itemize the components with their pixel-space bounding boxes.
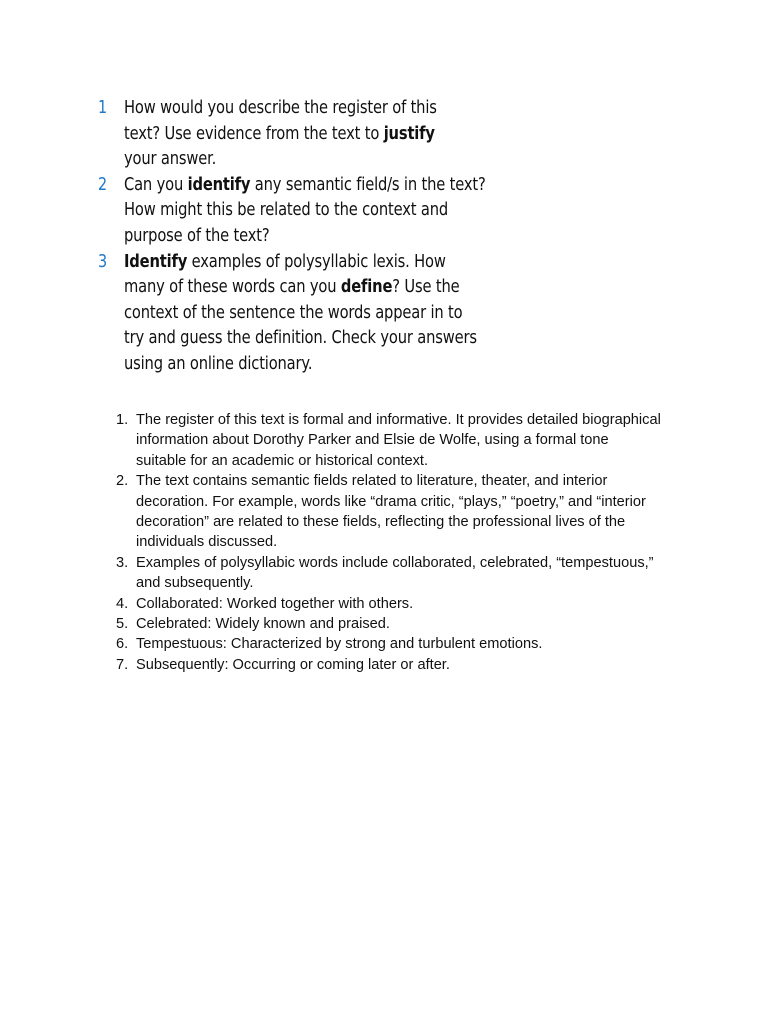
answer-number-cell (108, 594, 136, 614)
question-segment: try and guess the definition. Check your answers (124, 328, 477, 349)
question-line (124, 96, 558, 122)
question-segment: text? Use evidence from the text to (124, 123, 384, 144)
answer-number-cell (108, 634, 136, 654)
answer-item (108, 410, 688, 471)
answer-number: 4. (116, 595, 129, 612)
answer-number-cell (108, 614, 136, 634)
question-number: 1 (98, 98, 108, 118)
answer-text (136, 634, 688, 654)
question-line (124, 198, 558, 224)
question-segment: your answer. (124, 149, 217, 170)
answer-number: 5. (116, 616, 129, 633)
answer-number: 7. (116, 656, 129, 673)
answer-number-cell (108, 471, 136, 491)
answer-line: and subsequently. (136, 575, 254, 592)
question-item (98, 250, 558, 378)
question-segment: How might this be related to the context and (124, 200, 449, 221)
question-line (124, 147, 558, 173)
answer-number-cell (108, 410, 136, 430)
question-line (124, 352, 558, 378)
question-number: 3 (98, 251, 108, 272)
answer-text (136, 410, 688, 471)
answer-item (108, 634, 688, 654)
question-line (124, 122, 558, 148)
answer-line: Celebrated: Widely known and praised. (136, 616, 390, 633)
answer-text (136, 594, 688, 614)
question-item (98, 96, 558, 173)
command-word: justify (383, 123, 435, 144)
answer-line: The register of this text is formal and informative. It provides detailed biographical (136, 412, 661, 428)
answer-line: information about Dorothy Parker and Elsie de Wolfe, using a formal tone (136, 432, 609, 449)
question-segment: context of the sentence the words appear in to (124, 302, 463, 323)
answer-item (108, 471, 688, 553)
answer-number: 6. (116, 636, 129, 653)
question-line (124, 250, 558, 276)
answer-item (108, 594, 688, 614)
answer-line: decoration” are related to these fields, reflecting the professional lives of the (136, 514, 626, 531)
question-segment: How would you describe the register of this (124, 98, 437, 118)
answer-number: 2. (116, 473, 129, 490)
question-line (124, 224, 558, 250)
question-segment: Can you (124, 174, 188, 195)
answer-number-cell (108, 553, 136, 573)
answer-number-cell (108, 655, 136, 675)
question-line (124, 301, 558, 327)
answer-text (136, 553, 688, 594)
question-list (98, 96, 558, 378)
question-segment: purpose of the text? (124, 225, 270, 246)
answer-item (108, 614, 688, 634)
command-word: identify (187, 174, 251, 195)
question-segment: any semantic field/s in the text? (250, 174, 486, 195)
question-number: 2 (98, 174, 108, 195)
question-line (124, 326, 558, 352)
command-word: define (340, 277, 393, 298)
answer-line: Examples of polysyllabic words include collaborated, celebrated, “tempestuous,” (136, 554, 654, 571)
answer-line: Subsequently: Occurring or coming later or after. (136, 656, 450, 673)
question-segment: examples of polysyllabic lexis. How (187, 251, 446, 272)
answer-item (108, 655, 688, 675)
question-segment: many of these words can you (124, 277, 341, 298)
answer-line: The text contains semantic fields related to literature, theater, and interior (136, 473, 608, 490)
answer-number: 1. (116, 412, 129, 428)
answer-text (136, 614, 688, 634)
command-word: Identify (124, 251, 188, 272)
question-line (124, 173, 558, 199)
answer-text (136, 655, 688, 675)
question-line (124, 275, 558, 301)
question-segment: ? Use the (392, 277, 460, 298)
answer-list (108, 410, 688, 675)
question-text (124, 173, 558, 250)
answer-item (108, 553, 688, 594)
question-item (98, 173, 558, 250)
answer-line: individuals discussed. (136, 534, 278, 551)
question-segment: using an online dictionary. (124, 353, 313, 374)
question-text (124, 96, 558, 173)
answer-line: suitable for an academic or historical context. (136, 452, 429, 469)
answer-line: Collaborated: Worked together with others. (136, 595, 414, 612)
answer-line: decoration. For example, words like “drama critic, “plays,” “poetry,” and “interior (136, 493, 646, 510)
answer-number: 3. (116, 554, 129, 571)
answer-line: Tempestuous: Characterized by strong and turbulent emotions. (136, 636, 543, 653)
question-text (124, 250, 558, 378)
answer-text (136, 471, 688, 553)
